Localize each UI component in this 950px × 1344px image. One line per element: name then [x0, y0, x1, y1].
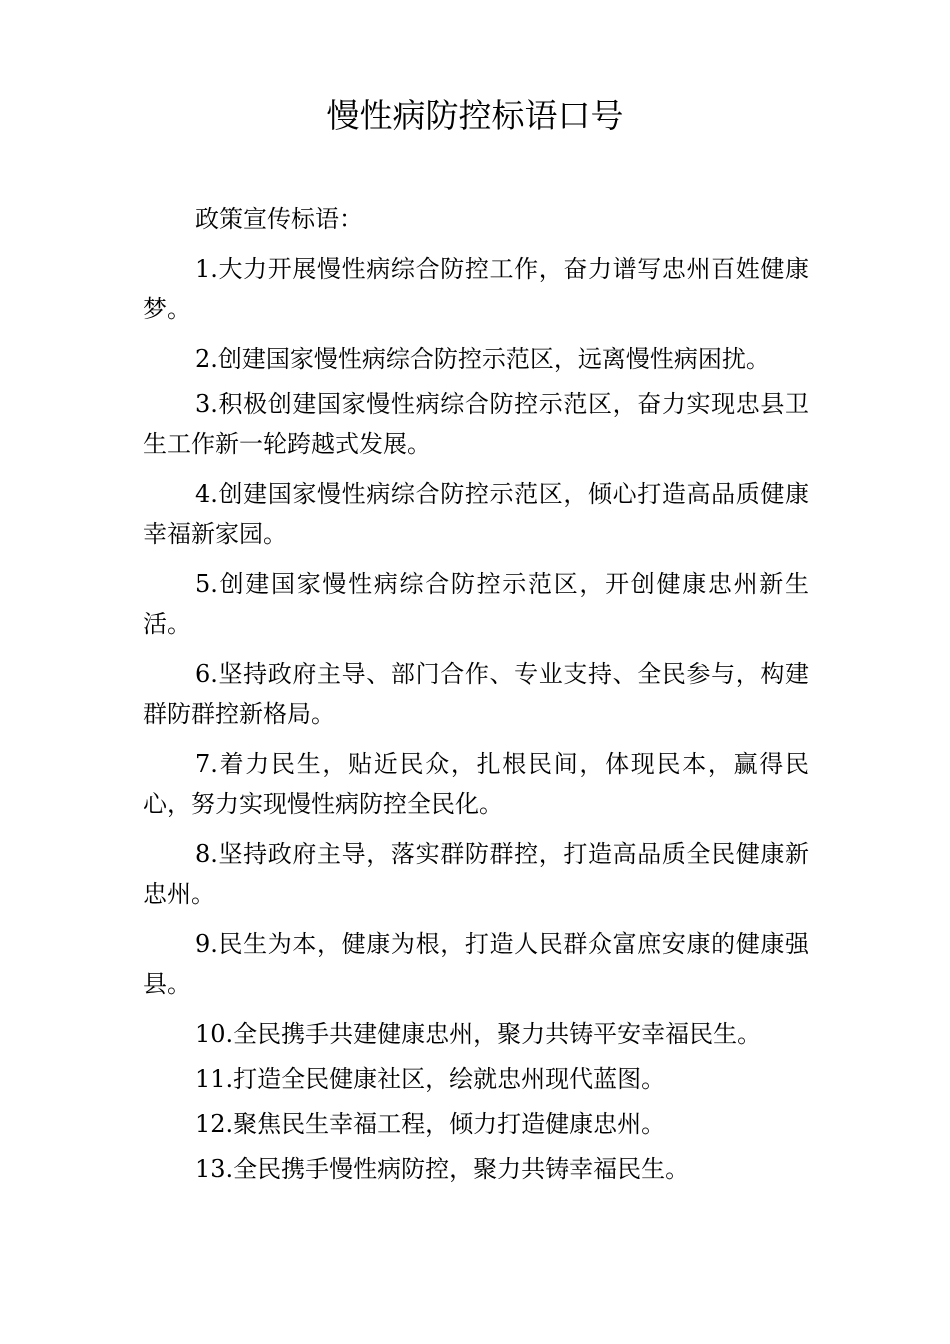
slogan-text: 创建国家慢性病综合防控示范区，倾心打造高品质健康幸福新家园。: [143, 480, 809, 548]
slogan-item-7: [143, 744, 809, 824]
slogan-number: 1.: [195, 255, 218, 283]
slogan-item-2: [143, 339, 809, 379]
document-body: [143, 199, 809, 1194]
slogan-text: 打造全民健康社区，绘就忠州现代蓝图。: [233, 1065, 666, 1093]
slogan-item-4: [143, 474, 809, 554]
slogan-item-3: [143, 384, 809, 464]
slogan-text: 坚持政府主导、部门合作、专业支持、全民参与，构建群防群控新格局。: [143, 660, 809, 728]
slogan-text: 全民携手慢性病防控，聚力共铸幸福民生。: [233, 1155, 690, 1183]
slogan-number: 6.: [195, 660, 218, 688]
slogan-item-5: [143, 564, 809, 644]
slogan-item-10: [143, 1014, 809, 1054]
slogan-item-6: [143, 654, 809, 734]
slogan-number: 5.: [195, 570, 218, 598]
slogan-text: 着力民生，贴近民众，扎根民间，体现民本，赢得民心，努力实现慢性病防控全民化。: [143, 750, 809, 818]
page-title: 慢性病防控标语口号: [326, 96, 624, 135]
slogan-text: 民生为本，健康为根，打造人民群众富庶安康的健康强县。: [143, 930, 809, 998]
slogan-number: 9.: [195, 930, 218, 958]
slogan-number: 2.: [195, 345, 218, 373]
slogan-number: 3.: [195, 390, 218, 418]
slogan-text: 创建国家慢性病综合防控示范区，远离慢性病困扰。: [217, 345, 770, 373]
slogan-item-8: [143, 834, 809, 914]
slogan-number: 10.: [195, 1020, 234, 1048]
slogan-number: 13.: [195, 1155, 234, 1183]
slogan-item-12: [143, 1104, 809, 1144]
slogan-text: 坚持政府主导，落实群防群控，打造高品质全民健康新忠州。: [143, 840, 809, 908]
slogan-number: 7.: [195, 750, 218, 778]
slogan-item-13: [143, 1149, 809, 1189]
slogan-item-1: [143, 249, 809, 329]
section-label: 政策宣传标语：: [195, 205, 363, 233]
slogan-text: 聚焦民生幸福工程，倾力打造健康忠州。: [233, 1110, 666, 1138]
slogan-item-11: [143, 1059, 809, 1099]
slogan-text: 积极创建国家慢性病综合防控示范区，奋力实现忠县卫生工作新一轮跨越式发展。: [143, 390, 809, 458]
slogan-text: 创建国家慢性病综合防控示范区，开创健康忠州新生活。: [143, 570, 809, 638]
slogan-number: 11.: [195, 1065, 234, 1093]
slogan-text: 大力开展慢性病综合防控工作，奋力谱写忠州百姓健康梦。: [143, 255, 809, 323]
slogan-number: 4.: [195, 480, 218, 508]
slogan-item-9: [143, 924, 809, 1004]
slogan-number: 12.: [195, 1110, 234, 1138]
slogan-text: 全民携手共建健康忠州，聚力共铸平安幸福民生。: [233, 1020, 762, 1048]
slogan-number: 8.: [195, 840, 218, 868]
